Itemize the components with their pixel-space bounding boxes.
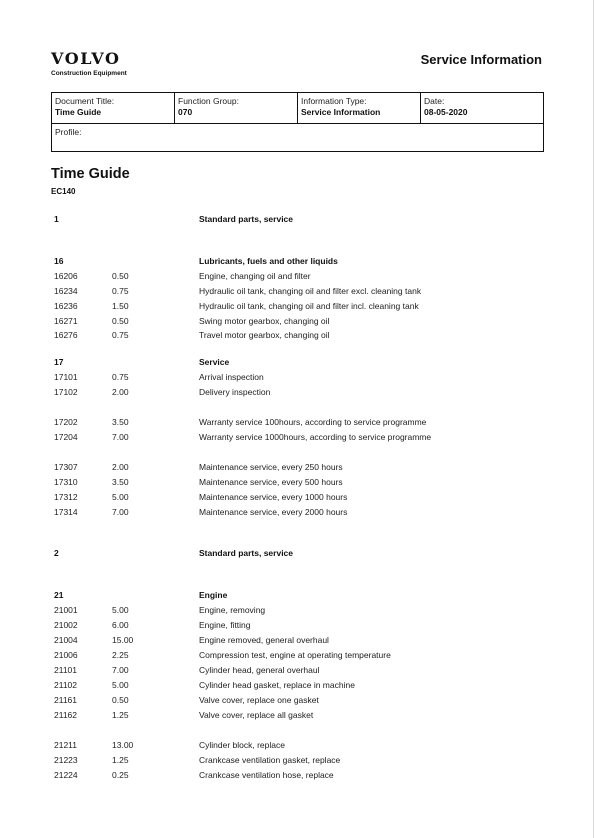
operation-code: 21102 xyxy=(54,680,78,690)
operation-code: 21224 xyxy=(54,770,78,780)
date-label: Date: xyxy=(424,96,445,106)
operation-code: 2 xyxy=(54,548,59,558)
operation-description: Cylinder block, replace xyxy=(199,740,285,750)
function-group-label: Function Group: xyxy=(178,96,239,106)
operation-description: Compression test, engine at operating temperature xyxy=(199,650,391,660)
operation-code: 21006 xyxy=(54,650,78,660)
time-guide-row xyxy=(0,371,594,384)
section-header-row xyxy=(0,213,594,226)
time-value: 0.50 xyxy=(112,271,129,281)
time-value: 5.00 xyxy=(112,492,129,502)
operation-code: 1 xyxy=(54,214,59,224)
time-guide-row xyxy=(0,664,594,677)
section-header-row xyxy=(0,547,594,560)
operation-code: 21101 xyxy=(54,665,78,675)
function-group-value: 070 xyxy=(178,107,193,117)
operation-description: Crankcase ventilation hose, replace xyxy=(199,770,334,780)
operation-description: Crankcase ventilation gasket, replace xyxy=(199,755,341,765)
time-guide-row xyxy=(0,476,594,489)
profile-label: Profile: xyxy=(55,127,82,137)
time-value: 2.25 xyxy=(112,650,129,660)
information-type-value: Service Information xyxy=(301,107,381,117)
operation-code: 17 xyxy=(54,357,64,367)
time-value: 5.00 xyxy=(112,605,129,615)
time-guide-row xyxy=(0,754,594,767)
operation-description: Engine xyxy=(199,590,228,600)
operation-description: Maintenance service, every 2000 hours xyxy=(199,507,348,517)
time-value: 0.50 xyxy=(112,316,129,326)
section-header-row xyxy=(0,255,594,268)
time-value: 13.00 xyxy=(112,740,134,750)
time-value: 7.00 xyxy=(112,432,129,442)
machine-model: EC140 xyxy=(51,187,76,196)
operation-description: Cylinder head gasket, replace in machine xyxy=(199,680,355,690)
time-value: 6.00 xyxy=(112,620,129,630)
operation-description: Warranty service 1000hours, according to service programme xyxy=(199,432,432,442)
operation-code: 17202 xyxy=(54,417,78,427)
time-value: 2.00 xyxy=(112,462,129,472)
time-guide-row xyxy=(0,649,594,662)
operation-description: Maintenance service, every 250 hours xyxy=(199,462,343,472)
time-guide-row xyxy=(0,694,594,707)
operation-code: 21211 xyxy=(54,740,78,750)
volvo-logo: VOLVO xyxy=(51,49,121,68)
operation-description: Travel motor gearbox, changing oil xyxy=(199,330,330,340)
time-value: 5.00 xyxy=(112,680,129,690)
time-guide-row xyxy=(0,386,594,399)
operation-code: 16234 xyxy=(54,286,78,296)
operation-description: Valve cover, replace one gasket xyxy=(199,695,319,705)
operation-code: 21162 xyxy=(54,710,78,720)
operation-code: 17204 xyxy=(54,432,78,442)
operation-description: Valve cover, replace all gasket xyxy=(199,710,314,720)
operation-code: 17101 xyxy=(54,372,78,382)
operation-code: 21002 xyxy=(54,620,78,630)
operation-description: Engine, fitting xyxy=(199,620,251,630)
time-value: 0.75 xyxy=(112,330,129,340)
operation-description: Engine removed, general overhaul xyxy=(199,635,329,645)
document-title-value: Time Guide xyxy=(55,107,102,117)
operation-description: Maintenance service, every 500 hours xyxy=(199,477,343,487)
operation-code: 17102 xyxy=(54,387,78,397)
time-value: 0.75 xyxy=(112,286,129,296)
time-value: 1.25 xyxy=(112,710,129,720)
time-guide-row xyxy=(0,769,594,782)
time-value: 7.00 xyxy=(112,665,129,675)
operation-code: 16271 xyxy=(54,316,78,326)
time-value: 15.00 xyxy=(112,635,134,645)
date-value: 08-05-2020 xyxy=(424,107,468,117)
time-value: 3.50 xyxy=(112,477,129,487)
brand-subtitle: Construction Equipment xyxy=(51,70,127,77)
operation-description: Engine, changing oil and filter xyxy=(199,271,311,281)
time-guide-row xyxy=(0,634,594,647)
operation-code: 17312 xyxy=(54,492,78,502)
operation-code: 17314 xyxy=(54,507,78,517)
operation-description: Arrival inspection xyxy=(199,372,264,382)
time-guide-row xyxy=(0,709,594,722)
time-guide-row xyxy=(0,679,594,692)
time-guide-row xyxy=(0,416,594,429)
operation-description: Service xyxy=(199,357,230,367)
time-guide-row xyxy=(0,285,594,298)
time-guide-row xyxy=(0,461,594,474)
operation-code: 17307 xyxy=(54,462,78,472)
operation-code: 16 xyxy=(54,256,64,266)
time-value: 7.00 xyxy=(112,507,129,517)
time-value: 0.50 xyxy=(112,695,129,705)
operation-description: Hydraulic oil tank, changing oil and filter excl. cleaning tank xyxy=(199,286,422,296)
operation-description: Standard parts, service xyxy=(199,214,294,224)
operation-code: 16276 xyxy=(54,330,78,340)
information-type-label: Information Type: xyxy=(301,96,367,106)
operation-code: 21004 xyxy=(54,635,78,645)
time-guide-row xyxy=(0,506,594,519)
time-guide-row xyxy=(0,619,594,632)
operation-code: 16206 xyxy=(54,271,78,281)
time-guide-row xyxy=(0,604,594,617)
time-guide-row xyxy=(0,300,594,313)
operation-description: Swing motor gearbox, changing oil xyxy=(199,316,330,326)
operation-code: 16236 xyxy=(54,301,78,311)
document-title-label: Document Title: xyxy=(55,96,115,106)
operation-description: Standard parts, service xyxy=(199,548,294,558)
operation-description: Warranty service 100hours, according to service programme xyxy=(199,417,427,427)
operation-description: Lubricants, fuels and other liquids xyxy=(199,256,338,266)
time-guide-row xyxy=(0,329,594,342)
time-value: 3.50 xyxy=(112,417,129,427)
document-type-heading: Service Information xyxy=(420,52,542,67)
time-value: 1.50 xyxy=(112,301,129,311)
time-guide-row xyxy=(0,431,594,444)
operation-code: 17310 xyxy=(54,477,78,487)
time-value: 1.25 xyxy=(112,755,129,765)
page-title: Time Guide xyxy=(51,166,130,182)
operation-code: 21223 xyxy=(54,755,78,765)
section-header-row xyxy=(0,356,594,369)
operation-description: Maintenance service, every 1000 hours xyxy=(199,492,348,502)
operation-code: 21001 xyxy=(54,605,78,615)
time-value: 0.25 xyxy=(112,770,129,780)
operation-description: Delivery inspection xyxy=(199,387,271,397)
operation-code: 21 xyxy=(54,590,64,600)
time-guide-row xyxy=(0,491,594,504)
operation-code: 21161 xyxy=(54,695,78,705)
time-value: 0.75 xyxy=(112,372,129,382)
operation-description: Hydraulic oil tank, changing oil and filter incl. cleaning tank xyxy=(199,301,419,311)
time-guide-row xyxy=(0,270,594,283)
time-guide-row xyxy=(0,315,594,328)
section-header-row xyxy=(0,589,594,602)
time-value: 2.00 xyxy=(112,387,129,397)
operation-description: Cylinder head, general overhaul xyxy=(199,665,320,675)
operation-description: Engine, removing xyxy=(199,605,266,615)
time-guide-row xyxy=(0,739,594,752)
